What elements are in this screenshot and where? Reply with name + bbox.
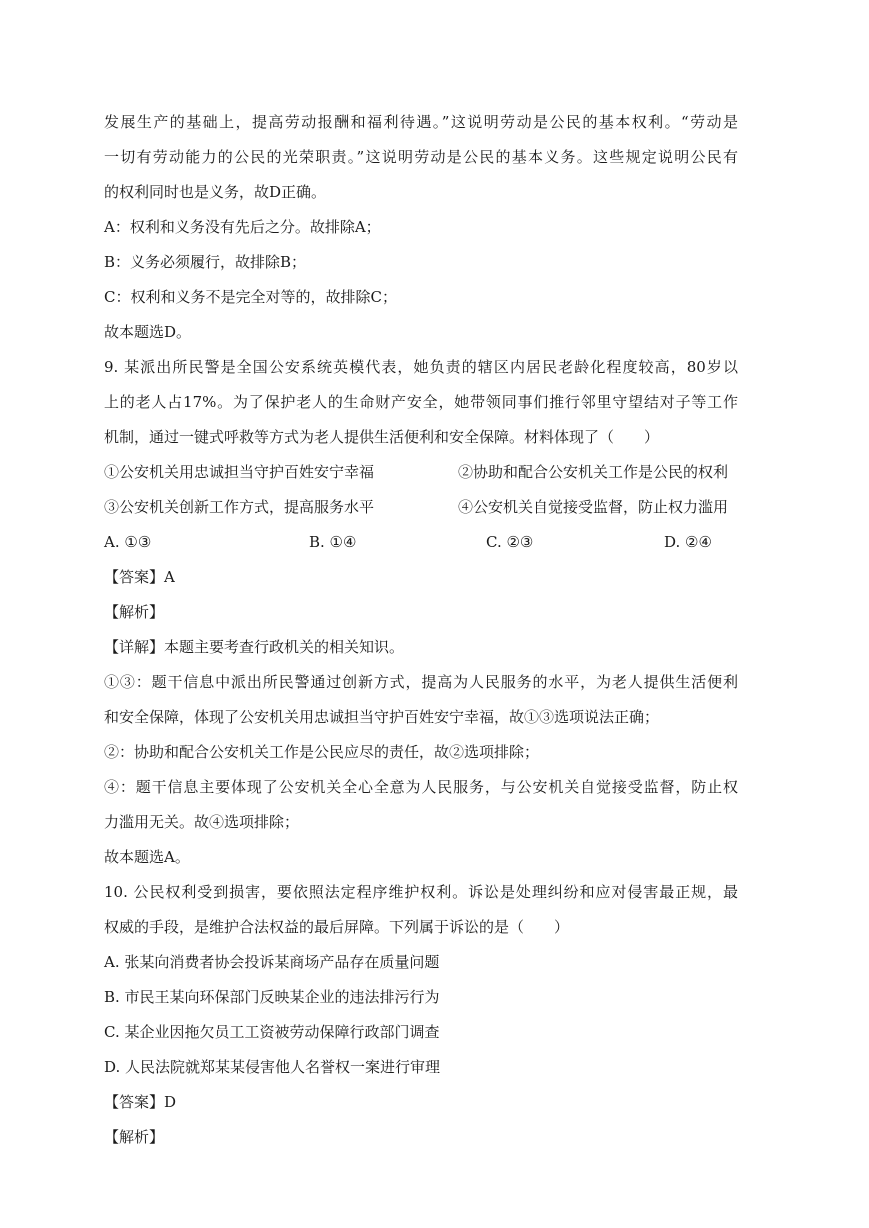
explanation-line: ④：题干信息主要体现了公安机关全心全意为人民服务，与公安机关自觉接受监督，防止权 [104,778,738,796]
paragraph-line: 发展生产的基础上，提高劳动报酬和福利待遇。”这说明劳动是公民的基本权利。“劳动是 [104,113,738,131]
option-b: B. ①④ [309,533,357,551]
option-c: C. ②③ [486,533,534,551]
conclusion-line: 故本题选A。 [104,848,190,866]
paragraph-line: 一切有劳动能力的公民的光荣职责。”这说明劳动是公民的基本义务。这些规定说明公民有 [104,148,738,166]
option-a: A. ①③ [104,533,152,551]
answer-value: A [164,568,175,586]
answer-line [104,1092,176,1112]
option-d: D. ②④ [664,533,712,551]
question-9-stem: 上的老人占17%。为了保护老人的生命财产安全，她带领同事们推行邻里守望结对子等工作 [104,393,738,411]
statement-3: ③公安机关创新工作方式，提高服务水平 [104,498,375,516]
detail-text: 本题主要考查行政机关的相关知识。 [164,638,405,656]
paragraph-line: B：义务必须履行，故排除B； [104,253,307,271]
explanation-line: 和安全保障，体现了公安机关用忠诚担当守护百姓安宁幸福，故①③选项说法正确； [104,708,660,726]
explanation-line: 力滥用无关。故④选项排除； [104,813,300,831]
analysis-tag: 【解析】 [104,1128,165,1146]
paragraph-line: A：权利和义务没有先后之分。故排除A； [104,218,381,236]
option-a: A. 张某向消费者协会投诉某商场产品存在质量问题 [104,953,440,971]
paragraph-line: C：权利和义务不是完全对等的，故排除C； [104,288,397,306]
option-d: D. 人民法院就郑某某侵害他人名誉权一案进行审理 [104,1058,441,1076]
statement-2: ②协助和配合公安机关工作是公民的权利 [458,463,729,481]
answer-line [104,567,175,587]
detail-tag: 【详解】 [104,638,165,656]
question-9-stem: 9. 某派出所民警是全国公安系统英模代表，她负责的辖区内居民老龄化程度较高，80岁以 [104,358,738,376]
statement-4: ④公安机关自觉接受监督，防止权力滥用 [458,498,729,516]
answer-tag: 【答案】 [104,1093,165,1111]
question-9-stem: 机制，通过一键式呼救等方式为老人提供生活便利和安全保障。材料体现了（ ） [104,428,660,446]
question-10-stem: 权威的手段，是维护合法权益的最后屏障。下列属于诉讼的是（ ） [104,918,570,936]
answer-value: D [164,1093,177,1111]
statement-1: ①公安机关用忠诚担当守护百姓安宁幸福 [104,463,375,481]
analysis-tag: 【解析】 [104,603,165,621]
question-10-stem: 10. 公民权利受到损害，要依照法定程序维护权利。诉讼是处理纠纷和应对侵害最正规，最 [104,883,738,901]
paragraph-line: 故本题选D。 [104,323,192,341]
option-b: B. 市民王某向环保部门反映某企业的违法排污行为 [104,988,440,1006]
detail-line [104,637,404,657]
paragraph-line: 的权利同时也是义务，故D正确。 [104,183,327,201]
explanation-line: ②：协助和配合公安机关工作是公民应尽的责任，故②选项排除； [104,743,540,761]
option-c: C. 某企业因拖欠员工工资被劳动保障行政部门调查 [104,1023,440,1041]
explanation-line: ①③：题干信息中派出所民警通过创新方式，提高为人民服务的水平，为老人提供生活便利 [104,673,738,691]
answer-tag: 【答案】 [104,568,165,586]
